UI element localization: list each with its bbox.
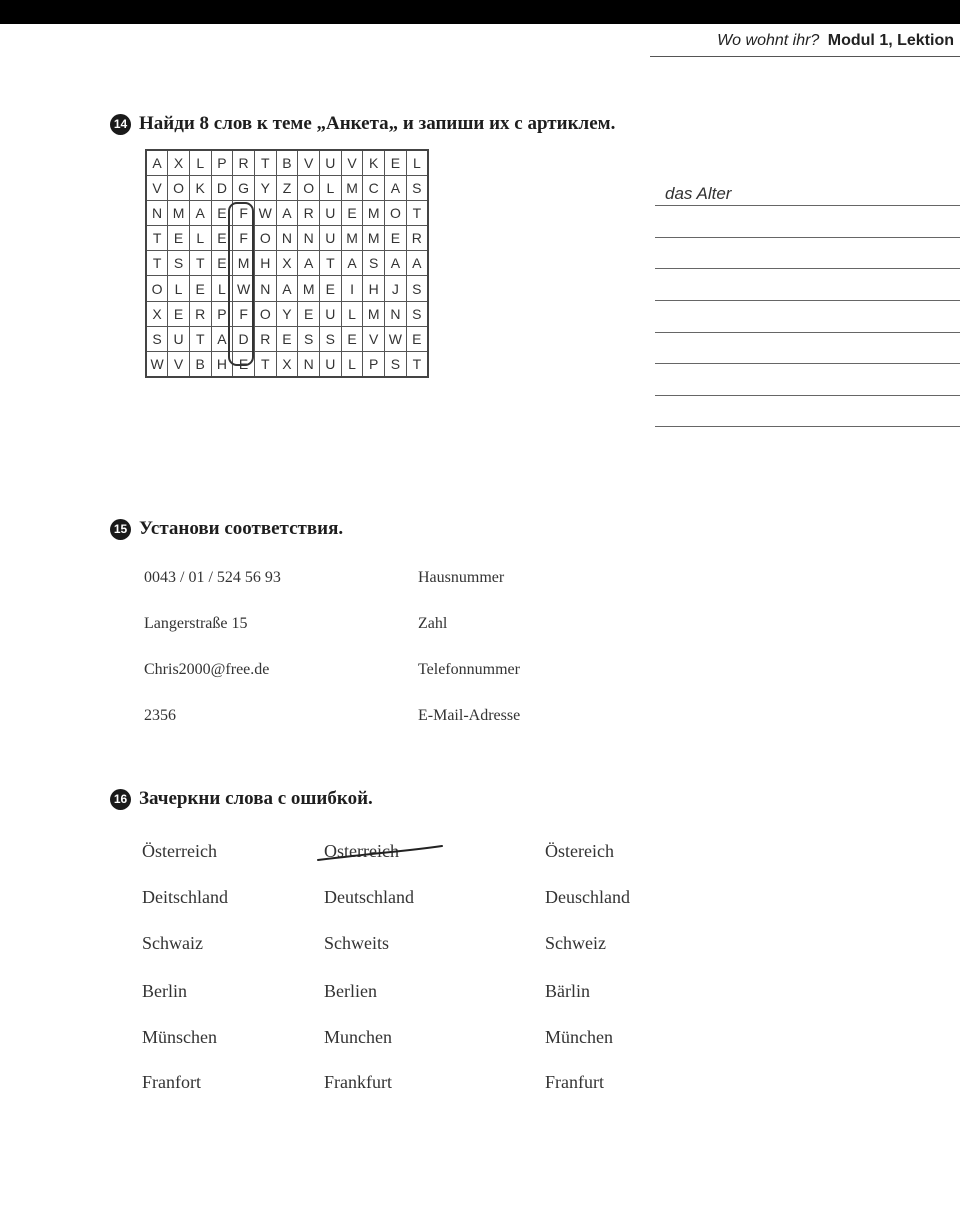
grid-cell[interactable]: O [254, 226, 276, 251]
answer-text: das Alter [665, 184, 732, 203]
grid-cell[interactable]: T [254, 150, 276, 175]
grid-cell[interactable]: F [233, 200, 255, 225]
grid-cell[interactable]: B [276, 150, 298, 175]
word-option[interactable]: Östereich [545, 841, 614, 861]
grid-cell[interactable]: I [341, 276, 363, 301]
grid-cell[interactable]: S [406, 175, 428, 200]
grid-cell[interactable]: R [189, 301, 211, 326]
grid-cell[interactable]: L [320, 175, 342, 200]
grid-cell[interactable]: S [168, 251, 190, 276]
grid-cell[interactable]: N [254, 276, 276, 301]
grid-cell[interactable]: V [363, 326, 385, 351]
exercise-16-instruction: Зачеркни слова с ошибкой. [139, 788, 373, 809]
grid-cell[interactable]: E [233, 352, 255, 377]
grid-cell[interactable]: B [189, 352, 211, 377]
word-option[interactable]: Österreich [142, 841, 217, 861]
grid-cell[interactable]: F [233, 301, 255, 326]
grid-cell[interactable]: X [168, 150, 190, 175]
grid-cell[interactable]: F [233, 226, 255, 251]
answer-line[interactable] [655, 342, 960, 364]
grid-cell[interactable]: L [189, 150, 211, 175]
grid-cell[interactable]: L [341, 352, 363, 377]
grid-cell[interactable]: U [320, 301, 342, 326]
grid-cell[interactable]: O [298, 175, 320, 200]
grid-cell[interactable]: H [254, 251, 276, 276]
answer-line[interactable] [655, 374, 960, 396]
grid-row [146, 200, 428, 225]
grid-cell[interactable]: W [385, 326, 407, 351]
word-option-crossed[interactable]: Osterreich [324, 841, 399, 861]
grid-cell[interactable]: L [168, 276, 190, 301]
grid-cell[interactable]: L [406, 150, 428, 175]
grid-row [146, 251, 428, 276]
grid-cell[interactable]: R [298, 200, 320, 225]
grid-cell[interactable]: S [406, 301, 428, 326]
strike-through-mark [316, 843, 446, 867]
grid-row [146, 301, 428, 326]
grid-cell[interactable]: X [146, 301, 168, 326]
grid-cell[interactable]: D [211, 175, 233, 200]
grid-cell[interactable]: E [168, 301, 190, 326]
header-rule [650, 56, 960, 57]
grid-cell[interactable]: E [320, 276, 342, 301]
exercise-14-title [110, 113, 615, 135]
grid-cell[interactable]: S [320, 326, 342, 351]
answer-line[interactable] [655, 216, 960, 238]
grid-cell[interactable]: N [146, 200, 168, 225]
grid-cell[interactable]: K [189, 175, 211, 200]
word-option[interactable]: Berlin [142, 981, 187, 1001]
exercise-16-number: 16 [110, 789, 131, 810]
exercise-16-title [110, 788, 373, 810]
grid-cell[interactable]: N [298, 226, 320, 251]
grid-cell[interactable]: O [168, 175, 190, 200]
grid-cell[interactable]: A [146, 150, 168, 175]
grid-cell[interactable]: T [254, 352, 276, 377]
word-option[interactable]: Bärlin [545, 981, 590, 1001]
word-option[interactable]: Schweiz [545, 933, 606, 953]
answer-line[interactable] [655, 247, 960, 269]
word-option[interactable]: Deitschland [142, 887, 228, 907]
grid-cell[interactable]: R [406, 226, 428, 251]
word-option[interactable]: Franfort [142, 1072, 201, 1092]
exercise-14-instruction: Найди 8 слов к теме „Анкета„ и запиши их с артиклем. [139, 113, 616, 134]
answer-line[interactable] [655, 405, 960, 427]
grid-row [146, 175, 428, 200]
grid-cell[interactable]: X [276, 251, 298, 276]
grid-cell[interactable]: W [233, 276, 255, 301]
grid-cell[interactable]: Z [276, 175, 298, 200]
grid-cell[interactable]: E [168, 226, 190, 251]
word-option[interactable]: Schwaiz [142, 933, 203, 953]
grid-cell[interactable]: M [341, 226, 363, 251]
grid-cell[interactable]: H [363, 276, 385, 301]
match-right-item[interactable]: Hausnummer [418, 569, 505, 586]
match-left-item[interactable]: Langerstraße 15 [144, 615, 248, 632]
grid-cell[interactable]: E [211, 200, 233, 225]
grid-cell[interactable]: O [146, 276, 168, 301]
grid-cell[interactable]: W [254, 200, 276, 225]
grid-cell[interactable]: O [254, 301, 276, 326]
grid-cell[interactable]: V [146, 175, 168, 200]
grid-cell[interactable]: H [211, 352, 233, 377]
grid-cell[interactable]: E [341, 326, 363, 351]
grid-cell[interactable]: Y [254, 175, 276, 200]
grid-cell[interactable]: N [385, 301, 407, 326]
grid-row [146, 326, 428, 351]
grid-cell[interactable]: R [233, 150, 255, 175]
grid-cell[interactable]: T [189, 326, 211, 351]
grid-cell[interactable]: M [363, 226, 385, 251]
word-option[interactable]: München [545, 1027, 613, 1047]
answer-line[interactable] [655, 311, 960, 333]
grid-cell[interactable]: S [406, 276, 428, 301]
grid-cell[interactable]: L [189, 226, 211, 251]
grid-cell[interactable]: E [211, 226, 233, 251]
match-right-item[interactable]: Telefonnummer [418, 661, 520, 678]
grid-cell[interactable]: M [341, 175, 363, 200]
grid-cell[interactable]: V [298, 150, 320, 175]
grid-cell[interactable]: W [146, 352, 168, 377]
grid-cell[interactable]: A [211, 326, 233, 351]
grid-cell[interactable]: A [276, 276, 298, 301]
grid-cell[interactable]: S [298, 326, 320, 351]
match-right-item[interactable]: Zahl [418, 615, 448, 632]
grid-cell[interactable]: A [276, 200, 298, 225]
match-left-item[interactable]: 2356 [144, 707, 176, 724]
grid-cell[interactable]: M [168, 200, 190, 225]
grid-cell[interactable]: U [320, 150, 342, 175]
top-black-bar [0, 0, 960, 24]
grid-cell[interactable]: U [320, 352, 342, 377]
grid-cell[interactable]: E [189, 276, 211, 301]
header-module: Modul 1, Lektion [827, 32, 954, 49]
grid-cell[interactable]: P [363, 352, 385, 377]
grid-cell[interactable]: A [189, 200, 211, 225]
grid-cell[interactable]: J [385, 276, 407, 301]
word-option[interactable]: Frankfurt [324, 1072, 392, 1092]
word-option[interactable]: Munchen [324, 1027, 392, 1047]
found-word-highlight [228, 202, 254, 366]
grid-row [146, 226, 428, 251]
grid-cell[interactable]: E [406, 326, 428, 351]
grid-cell[interactable]: T [146, 226, 168, 251]
word-option[interactable]: Deuschland [545, 887, 630, 907]
word-option[interactable]: Berlien [324, 981, 377, 1001]
grid-cell[interactable]: U [168, 326, 190, 351]
exercise-15-instruction: Установи соответствия. [139, 518, 344, 539]
grid-cell[interactable]: R [254, 326, 276, 351]
grid-cell[interactable]: T [406, 200, 428, 225]
word-option[interactable]: Schweits [324, 933, 389, 953]
grid-cell[interactable]: M [298, 276, 320, 301]
grid-cell[interactable]: A [385, 175, 407, 200]
grid-cell[interactable]: S [385, 352, 407, 377]
grid-cell[interactable]: E [298, 301, 320, 326]
exercise-15-title [110, 518, 343, 540]
grid-cell[interactable]: N [298, 352, 320, 377]
grid-cell[interactable]: N [276, 226, 298, 251]
grid-cell[interactable]: A [298, 251, 320, 276]
grid-cell[interactable]: T [189, 251, 211, 276]
grid-cell[interactable]: P [211, 301, 233, 326]
grid-cell[interactable]: E [276, 326, 298, 351]
grid-cell[interactable]: D [233, 326, 255, 351]
grid-cell[interactable]: T [320, 251, 342, 276]
grid-row [146, 276, 428, 301]
word-option[interactable]: Franfurt [545, 1072, 604, 1092]
grid-cell[interactable]: O [385, 200, 407, 225]
match-left-item[interactable]: Chris2000@free.de [144, 661, 270, 678]
grid-cell[interactable]: E [341, 200, 363, 225]
answer-line[interactable] [655, 184, 960, 206]
match-left-item[interactable]: 0043 / 01 / 524 56 93 [144, 569, 281, 586]
grid-cell[interactable]: P [211, 150, 233, 175]
grid-cell[interactable]: A [341, 251, 363, 276]
grid-cell[interactable]: V [168, 352, 190, 377]
grid-cell[interactable]: C [363, 175, 385, 200]
grid-cell[interactable]: G [233, 175, 255, 200]
grid-cell[interactable]: M [363, 200, 385, 225]
grid-cell[interactable]: A [385, 251, 407, 276]
grid-cell[interactable]: Y [276, 301, 298, 326]
exercise-14-number: 14 [110, 114, 131, 135]
page-header [717, 32, 954, 50]
word-option[interactable]: Münschen [142, 1027, 217, 1047]
word-option[interactable]: Deutschland [324, 887, 414, 907]
grid-cell[interactable]: T [146, 251, 168, 276]
grid-cell[interactable]: U [320, 226, 342, 251]
grid-cell[interactable]: V [341, 150, 363, 175]
grid-cell[interactable]: M [233, 251, 255, 276]
grid-cell[interactable]: S [146, 326, 168, 351]
match-right-item[interactable]: E-Mail-Adresse [418, 707, 521, 724]
exercise-15-number: 15 [110, 519, 131, 540]
grid-cell[interactable]: E [385, 150, 407, 175]
grid-cell[interactable]: T [406, 352, 428, 377]
grid-cell[interactable]: M [363, 301, 385, 326]
word-search-grid [145, 149, 429, 378]
grid-cell[interactable]: U [320, 200, 342, 225]
grid-cell[interactable]: X [276, 352, 298, 377]
grid-cell[interactable]: L [341, 301, 363, 326]
grid-cell[interactable]: E [385, 226, 407, 251]
answer-line[interactable] [655, 279, 960, 301]
grid-cell[interactable]: E [211, 251, 233, 276]
grid-cell[interactable]: S [363, 251, 385, 276]
grid-cell[interactable]: A [406, 251, 428, 276]
grid-cell[interactable]: L [211, 276, 233, 301]
grid-row [146, 150, 428, 175]
header-question: Wo wohnt ihr? [717, 32, 820, 49]
grid-row [146, 352, 428, 377]
grid-cell[interactable]: K [363, 150, 385, 175]
